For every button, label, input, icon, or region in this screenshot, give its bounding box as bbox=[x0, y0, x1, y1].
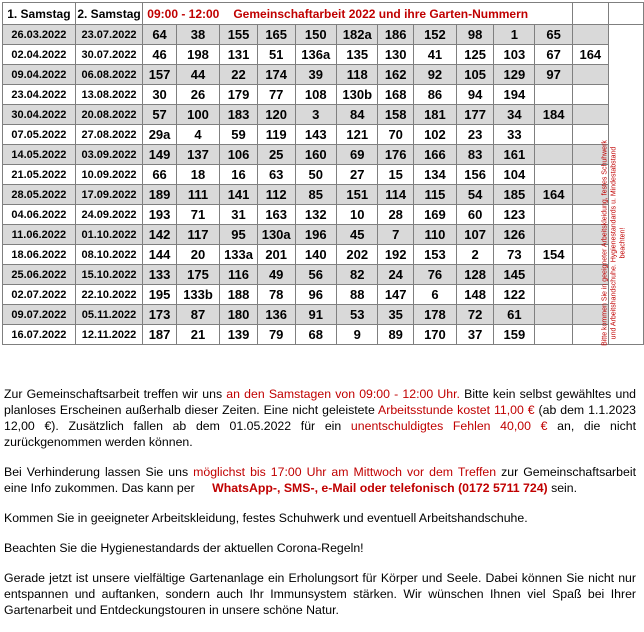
garden-number: 196 bbox=[295, 225, 336, 245]
garden-number bbox=[535, 125, 572, 145]
garden-number: 169 bbox=[413, 205, 456, 225]
garden-number: 76 bbox=[413, 265, 456, 285]
paragraph-hygiene: Beachten Sie die Hygienestandards der aktuellen Corona-Regeln! bbox=[4, 541, 364, 555]
paragraph-garden: Gerade jetzt ist unsere vielfältige Gartenanlage ein Erholungsort für Körper und Seele. Dabei können Sie nicht nur entspannen und auftanken, sondern auch Ihr Immunsystem stärken. Wir wünschen Ihnen viel Spaß bei Ihrer Gartenarbeit und Entdeckungstouren in unsere schöne Natur. bbox=[4, 571, 636, 617]
date-first-saturday: 23.04.2022 bbox=[3, 85, 76, 105]
table-row bbox=[3, 65, 644, 85]
garden-number: 186 bbox=[378, 25, 413, 45]
garden-number: 136a bbox=[295, 45, 336, 65]
paragraph-clothing: Kommen Sie in geeigneter Arbeitskleidung, festes Schuhwerk und eventuell Arbeitshandschuhe. bbox=[4, 511, 528, 525]
garden-number: 25 bbox=[257, 145, 295, 165]
garden-number: 155 bbox=[220, 25, 258, 45]
garden-number: 180 bbox=[220, 305, 258, 325]
garden-number: 193 bbox=[143, 205, 177, 225]
garden-number: 114 bbox=[378, 185, 413, 205]
garden-number: 131 bbox=[220, 45, 258, 65]
garden-number: 28 bbox=[378, 205, 413, 225]
garden-number: 130 bbox=[378, 45, 413, 65]
garden-number: 111 bbox=[176, 185, 219, 205]
table-row bbox=[3, 125, 644, 145]
date-second-saturday: 27.08.2022 bbox=[75, 125, 143, 145]
garden-number: 96 bbox=[295, 285, 336, 305]
garden-number: 39 bbox=[295, 65, 336, 85]
text: Bei Verhinderung lassen Sie uns bbox=[4, 465, 194, 479]
text: sein. bbox=[547, 481, 578, 495]
garden-number: 134 bbox=[413, 165, 456, 185]
table-row bbox=[3, 305, 644, 325]
date-first-saturday: 28.05.2022 bbox=[3, 185, 76, 205]
garden-number: 133a bbox=[220, 245, 258, 265]
garden-number: 164 bbox=[535, 185, 572, 205]
garden-number: 45 bbox=[336, 225, 378, 245]
garden-number: 27 bbox=[336, 165, 378, 185]
garden-number: 154 bbox=[535, 245, 572, 265]
date-first-saturday: 16.07.2022 bbox=[3, 325, 76, 345]
garden-number: 69 bbox=[336, 145, 378, 165]
garden-number: 44 bbox=[176, 65, 219, 85]
garden-number: 150 bbox=[295, 25, 336, 45]
garden-number: 67 bbox=[535, 45, 572, 65]
garden-number: 112 bbox=[257, 185, 295, 205]
garden-number bbox=[572, 105, 608, 125]
garden-number: 64 bbox=[143, 25, 177, 45]
garden-number: 68 bbox=[295, 325, 336, 345]
side-note bbox=[598, 136, 630, 350]
garden-number: 137 bbox=[176, 145, 219, 165]
schedule-body bbox=[3, 25, 644, 345]
date-second-saturday: 20.08.2022 bbox=[75, 105, 143, 125]
garden-number bbox=[535, 285, 572, 305]
garden-number: 181 bbox=[413, 105, 456, 125]
garden-number: 153 bbox=[413, 245, 456, 265]
garden-number: 130b bbox=[336, 85, 378, 105]
garden-number bbox=[535, 225, 572, 245]
garden-number: 105 bbox=[456, 65, 493, 85]
garden-number: 71 bbox=[176, 205, 219, 225]
info-text bbox=[4, 386, 636, 632]
date-first-saturday: 02.07.2022 bbox=[3, 285, 76, 305]
table-row bbox=[3, 145, 644, 165]
garden-number: 50 bbox=[295, 165, 336, 185]
garden-number: 83 bbox=[456, 145, 493, 165]
garden-number: 6 bbox=[413, 285, 456, 305]
garden-number: 159 bbox=[494, 325, 535, 345]
garden-number: 63 bbox=[257, 165, 295, 185]
side-note-text: Bitte kommen Sie in geeigneter Arbeitskleidung, festes Schuhwerk und Arbeitshandschuhe. Hygienestandards u. Mindestabstand beachten! bbox=[601, 140, 627, 346]
highlight-deadline: möglichst bis 17:00 Uhr am Mittwoch vor dem Treffen bbox=[193, 465, 497, 479]
garden-number: 1 bbox=[494, 25, 535, 45]
garden-number: 73 bbox=[494, 245, 535, 265]
garden-number: 116 bbox=[220, 265, 258, 285]
garden-number bbox=[535, 265, 572, 285]
garden-number: 46 bbox=[143, 45, 177, 65]
header-empty-cell bbox=[608, 3, 643, 25]
garden-number: 20 bbox=[176, 245, 219, 265]
schedule-table bbox=[2, 2, 644, 345]
date-first-saturday: 11.06.2022 bbox=[3, 225, 76, 245]
date-second-saturday: 05.11.2022 bbox=[75, 305, 143, 325]
garden-number: 164 bbox=[572, 45, 608, 65]
date-first-saturday: 25.06.2022 bbox=[3, 265, 76, 285]
garden-number: 156 bbox=[456, 165, 493, 185]
garden-number: 98 bbox=[456, 25, 493, 45]
garden-number: 91 bbox=[295, 305, 336, 325]
garden-number: 187 bbox=[143, 325, 177, 345]
garden-number: 198 bbox=[176, 45, 219, 65]
garden-number bbox=[535, 85, 572, 105]
garden-number: 115 bbox=[413, 185, 456, 205]
header-second-saturday: 2. Samstag bbox=[75, 3, 143, 25]
garden-number: 4 bbox=[176, 125, 219, 145]
garden-number: 135 bbox=[336, 45, 378, 65]
garden-number: 82 bbox=[336, 265, 378, 285]
garden-number: 29a bbox=[143, 125, 177, 145]
date-second-saturday: 13.08.2022 bbox=[75, 85, 143, 105]
garden-number: 118 bbox=[336, 65, 378, 85]
garden-number: 57 bbox=[143, 105, 177, 125]
garden-number: 126 bbox=[494, 225, 535, 245]
text: zur Gemeinschaftsarbeit eine Info zukommen. Das kann per bbox=[4, 465, 636, 495]
date-first-saturday: 09.07.2022 bbox=[3, 305, 76, 325]
date-second-saturday: 06.08.2022 bbox=[75, 65, 143, 85]
header-empty-cell bbox=[572, 3, 608, 25]
garden-number: 70 bbox=[378, 125, 413, 145]
garden-number: 51 bbox=[257, 45, 295, 65]
date-first-saturday: 14.05.2022 bbox=[3, 145, 76, 165]
table-row bbox=[3, 165, 644, 185]
garden-number: 122 bbox=[494, 285, 535, 305]
date-second-saturday: 17.09.2022 bbox=[75, 185, 143, 205]
garden-number bbox=[572, 85, 608, 105]
garden-number: 178 bbox=[413, 305, 456, 325]
garden-number: 201 bbox=[257, 245, 295, 265]
garden-number: 100 bbox=[176, 105, 219, 125]
date-second-saturday: 12.11.2022 bbox=[75, 325, 143, 345]
garden-number bbox=[535, 325, 572, 345]
side-column-cell bbox=[608, 105, 643, 125]
garden-number: 38 bbox=[176, 25, 219, 45]
garden-number: 119 bbox=[257, 125, 295, 145]
garden-number: 129 bbox=[494, 65, 535, 85]
garden-number: 133 bbox=[143, 265, 177, 285]
garden-number: 95 bbox=[220, 225, 258, 245]
garden-number: 151 bbox=[336, 185, 378, 205]
garden-number: 144 bbox=[143, 245, 177, 265]
table-row bbox=[3, 325, 644, 345]
garden-number: 24 bbox=[378, 265, 413, 285]
garden-number: 143 bbox=[295, 125, 336, 145]
garden-number: 162 bbox=[378, 65, 413, 85]
side-column-cell bbox=[608, 65, 643, 85]
date-first-saturday: 21.05.2022 bbox=[3, 165, 76, 185]
garden-number: 78 bbox=[257, 285, 295, 305]
garden-number: 141 bbox=[220, 185, 258, 205]
garden-number: 3 bbox=[295, 105, 336, 125]
garden-number: 149 bbox=[143, 145, 177, 165]
garden-number: 23 bbox=[456, 125, 493, 145]
garden-number: 86 bbox=[413, 85, 456, 105]
garden-number: 31 bbox=[220, 205, 258, 225]
date-second-saturday: 01.10.2022 bbox=[75, 225, 143, 245]
garden-number: 34 bbox=[494, 105, 535, 125]
garden-number: 161 bbox=[494, 145, 535, 165]
garden-number: 2 bbox=[456, 245, 493, 265]
garden-number: 182a bbox=[336, 25, 378, 45]
date-second-saturday: 23.07.2022 bbox=[75, 25, 143, 45]
garden-number: 128 bbox=[456, 265, 493, 285]
side-column-cell bbox=[608, 25, 643, 45]
garden-number: 106 bbox=[220, 145, 258, 165]
garden-number: 184 bbox=[535, 105, 572, 125]
garden-number: 94 bbox=[456, 85, 493, 105]
table-row bbox=[3, 225, 644, 245]
text: Bitte kein selbst gewähltes und planloses Erscheinen außerhalb dieser Zeiten. Eine nicht geleistete bbox=[4, 387, 636, 417]
table-row bbox=[3, 285, 644, 305]
garden-number: 59 bbox=[220, 125, 258, 145]
garden-number: 117 bbox=[176, 225, 219, 245]
garden-number: 121 bbox=[336, 125, 378, 145]
garden-number bbox=[535, 145, 572, 165]
garden-number: 145 bbox=[494, 265, 535, 285]
garden-number: 53 bbox=[336, 305, 378, 325]
garden-number: 33 bbox=[494, 125, 535, 145]
garden-number: 165 bbox=[257, 25, 295, 45]
garden-number: 87 bbox=[176, 305, 219, 325]
garden-number: 110 bbox=[413, 225, 456, 245]
garden-number: 30 bbox=[143, 85, 177, 105]
garden-number: 84 bbox=[336, 105, 378, 125]
table-row bbox=[3, 25, 644, 45]
highlight-fee: Arbeitsstunde kostet 11,00 € bbox=[378, 403, 535, 417]
garden-number: 195 bbox=[143, 285, 177, 305]
garden-number: 21 bbox=[176, 325, 219, 345]
garden-number: 26 bbox=[176, 85, 219, 105]
garden-number: 102 bbox=[413, 125, 456, 145]
garden-number: 132 bbox=[295, 205, 336, 225]
table-row bbox=[3, 105, 644, 125]
table-row bbox=[3, 265, 644, 285]
garden-number: 176 bbox=[378, 145, 413, 165]
garden-number: 120 bbox=[257, 105, 295, 125]
highlight-times: an den Samstagen von 09:00 - 12:00 Uhr. bbox=[226, 387, 460, 401]
garden-number: 202 bbox=[336, 245, 378, 265]
garden-number: 189 bbox=[143, 185, 177, 205]
text: an, die nicht zurückgenommen werden können. bbox=[4, 419, 636, 449]
text: (ab dem 1.1.2023 12,00 €). Zusätzlich fallen ab dem 01.05.2022 für ein bbox=[4, 403, 636, 433]
garden-number: 175 bbox=[176, 265, 219, 285]
garden-number: 166 bbox=[413, 145, 456, 165]
table-row bbox=[3, 45, 644, 65]
side-column-cell bbox=[608, 45, 643, 65]
table-row bbox=[3, 245, 644, 265]
garden-number: 123 bbox=[494, 205, 535, 225]
garden-number: 77 bbox=[257, 85, 295, 105]
date-first-saturday: 26.03.2022 bbox=[3, 25, 76, 45]
garden-number: 10 bbox=[336, 205, 378, 225]
garden-number: 37 bbox=[456, 325, 493, 345]
header-time: 09:00 - 12:00 bbox=[147, 6, 220, 21]
date-first-saturday: 09.04.2022 bbox=[3, 65, 76, 85]
garden-number: 9 bbox=[336, 325, 378, 345]
highlight-contact: WhatsApp-, SMS-, e-Mail oder telefonisch (0172 5711 724) bbox=[212, 481, 548, 495]
date-first-saturday: 07.05.2022 bbox=[3, 125, 76, 145]
garden-number: 85 bbox=[295, 185, 336, 205]
garden-number: 41 bbox=[413, 45, 456, 65]
garden-number: 173 bbox=[143, 305, 177, 325]
garden-number: 54 bbox=[456, 185, 493, 205]
garden-number: 22 bbox=[220, 65, 258, 85]
paragraph-work-times bbox=[4, 386, 636, 450]
garden-number: 168 bbox=[378, 85, 413, 105]
garden-number: 15 bbox=[378, 165, 413, 185]
header-row bbox=[3, 3, 644, 25]
date-second-saturday: 30.07.2022 bbox=[75, 45, 143, 65]
garden-number: 142 bbox=[143, 225, 177, 245]
header-title: Gemeinschaftarbeit 2022 und ihre Garten-Nummern bbox=[233, 6, 529, 21]
garden-number: 108 bbox=[295, 85, 336, 105]
garden-number: 107 bbox=[456, 225, 493, 245]
garden-number: 139 bbox=[220, 325, 258, 345]
date-first-saturday: 04.06.2022 bbox=[3, 205, 76, 225]
date-first-saturday: 02.04.2022 bbox=[3, 45, 76, 65]
garden-number: 61 bbox=[494, 305, 535, 325]
highlight-penalty: unentschuldigtes Fehlen 40,00 € bbox=[350, 419, 548, 433]
garden-number: 92 bbox=[413, 65, 456, 85]
garden-number: 194 bbox=[494, 85, 535, 105]
garden-number: 7 bbox=[378, 225, 413, 245]
date-second-saturday: 15.10.2022 bbox=[75, 265, 143, 285]
table-row bbox=[3, 85, 644, 105]
table-row bbox=[3, 205, 644, 225]
garden-number: 140 bbox=[295, 245, 336, 265]
garden-number bbox=[572, 25, 608, 45]
date-second-saturday: 03.09.2022 bbox=[75, 145, 143, 165]
garden-number: 188 bbox=[220, 285, 258, 305]
garden-number bbox=[535, 165, 572, 185]
garden-number: 130a bbox=[257, 225, 295, 245]
date-second-saturday: 08.10.2022 bbox=[75, 245, 143, 265]
garden-number: 79 bbox=[257, 325, 295, 345]
garden-number: 89 bbox=[378, 325, 413, 345]
garden-number: 185 bbox=[494, 185, 535, 205]
date-first-saturday: 30.04.2022 bbox=[3, 105, 76, 125]
garden-number: 152 bbox=[413, 25, 456, 45]
garden-number: 18 bbox=[176, 165, 219, 185]
garden-number: 49 bbox=[257, 265, 295, 285]
garden-number: 160 bbox=[295, 145, 336, 165]
garden-number: 177 bbox=[456, 105, 493, 125]
garden-number: 103 bbox=[494, 45, 535, 65]
garden-number: 60 bbox=[456, 205, 493, 225]
garden-number: 183 bbox=[220, 105, 258, 125]
paragraph-absence bbox=[4, 464, 636, 496]
garden-number: 72 bbox=[456, 305, 493, 325]
date-first-saturday: 18.06.2022 bbox=[3, 245, 76, 265]
header-title-cell bbox=[143, 3, 573, 25]
table-row bbox=[3, 185, 644, 205]
garden-number: 192 bbox=[378, 245, 413, 265]
garden-number: 88 bbox=[336, 285, 378, 305]
garden-number: 163 bbox=[257, 205, 295, 225]
side-column-cell bbox=[608, 85, 643, 105]
garden-number bbox=[535, 205, 572, 225]
garden-number: 56 bbox=[295, 265, 336, 285]
garden-number: 133b bbox=[176, 285, 219, 305]
garden-number: 157 bbox=[143, 65, 177, 85]
garden-number: 170 bbox=[413, 325, 456, 345]
garden-number bbox=[572, 65, 608, 85]
garden-number: 174 bbox=[257, 65, 295, 85]
garden-number: 125 bbox=[456, 45, 493, 65]
date-second-saturday: 22.10.2022 bbox=[75, 285, 143, 305]
garden-number: 179 bbox=[220, 85, 258, 105]
garden-number: 148 bbox=[456, 285, 493, 305]
garden-number: 35 bbox=[378, 305, 413, 325]
garden-number bbox=[535, 305, 572, 325]
garden-number: 65 bbox=[535, 25, 572, 45]
garden-number: 97 bbox=[535, 65, 572, 85]
garden-number: 104 bbox=[494, 165, 535, 185]
garden-number: 158 bbox=[378, 105, 413, 125]
garden-number: 16 bbox=[220, 165, 258, 185]
date-second-saturday: 10.09.2022 bbox=[75, 165, 143, 185]
date-second-saturday: 24.09.2022 bbox=[75, 205, 143, 225]
garden-number: 147 bbox=[378, 285, 413, 305]
header-first-saturday: 1. Samstag bbox=[3, 3, 76, 25]
garden-number: 136 bbox=[257, 305, 295, 325]
garden-number: 66 bbox=[143, 165, 177, 185]
text: Zur Gemeinschaftsarbeit treffen wir uns bbox=[4, 387, 227, 401]
